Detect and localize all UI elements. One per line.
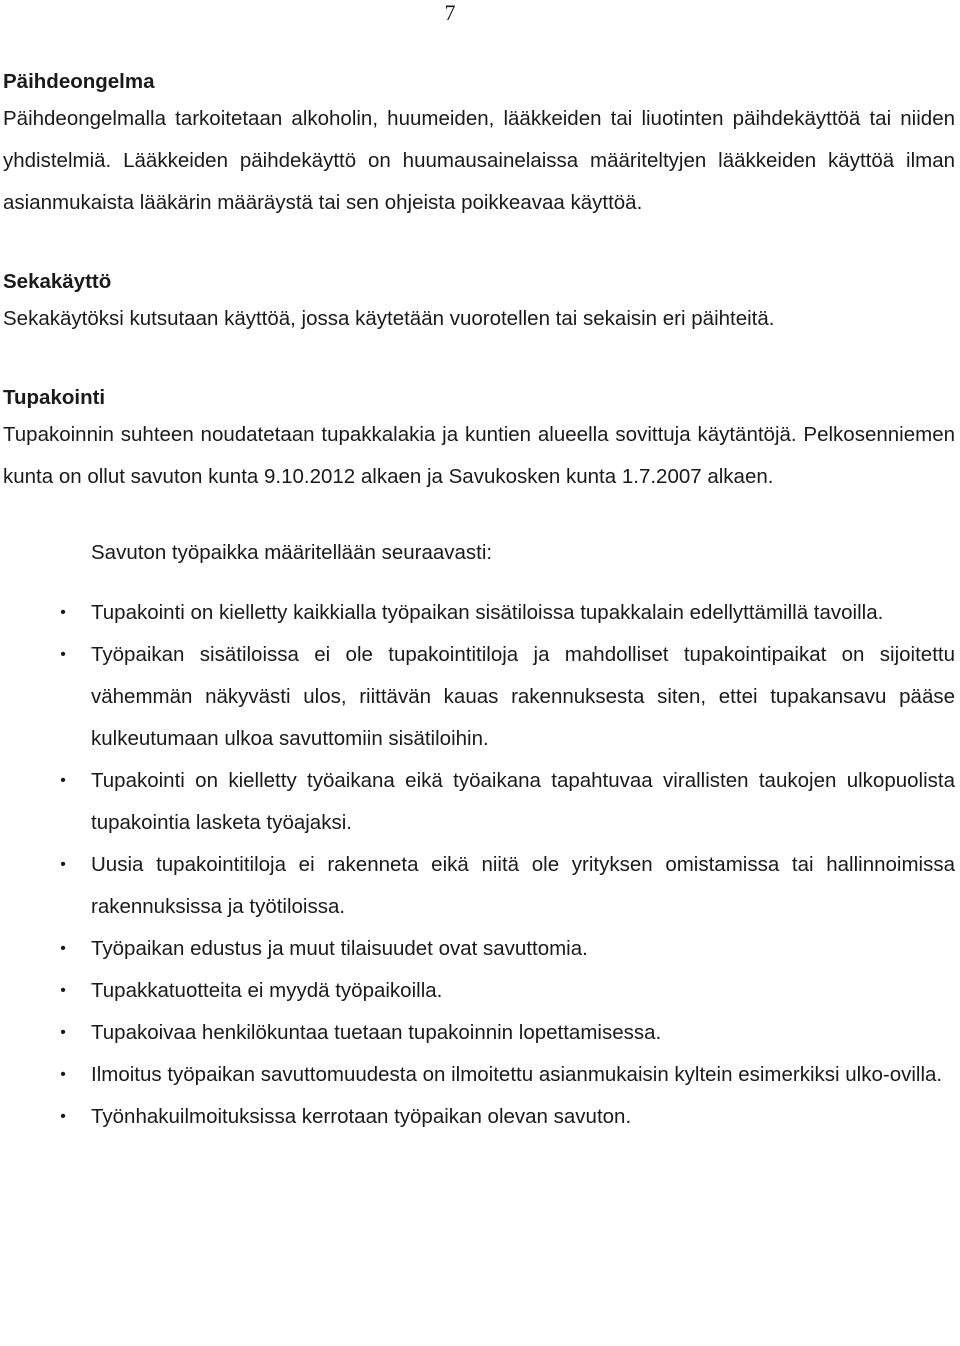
section-tupakointi <box>3 382 955 498</box>
section-heading: Päihdeongelma <box>3 70 155 93</box>
smoke-free-list <box>3 592 955 1138</box>
list-item <box>3 1012 955 1054</box>
list-item-text: Tupakoivaa henkilökuntaa tuetaan tupakoinnin lopettamisessa. <box>91 1021 662 1044</box>
list-item-text: Tupakointi on kielletty kaikkialla työpaikan sisätiloissa tupakkalain edellyttämillä tavoilla. <box>91 601 884 624</box>
list-item <box>3 844 955 928</box>
bullet-icon: • <box>60 982 66 999</box>
bullet-icon: • <box>60 604 66 621</box>
list-item-text: Ilmoitus työpaikan savuttomuudesta on ilmoitettu asianmukaisin kyltein esimerkiksi ulko-ovilla. <box>91 1063 943 1086</box>
section-sekakaytto <box>3 266 955 340</box>
bullet-icon: • <box>60 646 66 663</box>
page-number: 7 <box>444 0 456 25</box>
list-item-text: Tupakkatuotteita ei myydä työpaikoilla. <box>91 979 443 1002</box>
bullet-icon: • <box>60 772 66 789</box>
section-paihdeongelma <box>3 66 955 224</box>
section-heading: Tupakointi <box>3 386 106 409</box>
bullet-icon: • <box>60 940 66 957</box>
section-paragraph: Päihdeongelmalla tarkoitetaan alkoholin, huumeiden, lääkkeiden tai liuotinten päihdekäyttöä tai niiden yhdistelmiä. Lääkkeiden päihdekäyttö on huumausainelaissa määriteltyjen lääkkeiden käyttöä ilman asianmukaista lääkärin määräystä tai sen ohjeista poikkeavaa käyttöä. <box>3 107 955 214</box>
section-paragraph: Tupakoinnin suhteen noudatetaan tupakkalakia ja kuntien alueella sovittuja käytäntöjä. Pelkosenniemen kunta on ollut savuton kunta 9.10.2012 alkaen ja Savukosken kunta 1.7.2007 alkaen. <box>3 423 955 488</box>
list-item <box>3 1096 955 1138</box>
list-item <box>3 928 955 970</box>
bullet-icon: • <box>60 856 66 873</box>
list-item <box>3 1054 955 1096</box>
list-item <box>3 592 955 634</box>
list-item-text: Tupakointi on kielletty työaikana eikä työaikana tapahtuvaa virallisten taukojen ulkopuolista tupakointia lasketa työajaksi. <box>91 769 955 834</box>
bullet-icon: • <box>60 1024 66 1041</box>
smoke-free-intro: Savuton työpaikka määritellään seuraavasti: <box>91 541 493 564</box>
section-heading: Sekakäyttö <box>3 270 112 293</box>
bullet-icon: • <box>60 1066 66 1083</box>
list-item <box>3 760 955 844</box>
list-item-text: Työnhakuilmoituksissa kerrotaan työpaikan olevan savuton. <box>91 1105 632 1128</box>
document-body <box>3 66 955 1138</box>
section-paragraph: Sekakäytöksi kutsutaan käyttöä, jossa käytetään vuorotellen tai sekaisin eri päihteitä. <box>3 307 775 330</box>
list-item <box>3 634 955 760</box>
list-item-text: Uusia tupakointitiloja ei rakenneta eikä niitä ole yrityksen omistamissa tai hallinnoimissa rakennuksissa ja työtiloissa. <box>91 853 955 918</box>
list-item <box>3 970 955 1012</box>
bullet-icon: • <box>60 1108 66 1125</box>
list-item-text: Työpaikan sisätiloissa ei ole tupakointitiloja ja mahdolliset tupakointipaikat on sijoitettu vähemmän näkyvästi ulos, riittävän kauas rakennuksesta siten, ettei tupakansavu pääse kulkeutumaan ulkoa savuttomiin sisätiloihin. <box>91 643 955 750</box>
list-item-text: Työpaikan edustus ja muut tilaisuudet ovat savuttomia. <box>91 937 588 960</box>
